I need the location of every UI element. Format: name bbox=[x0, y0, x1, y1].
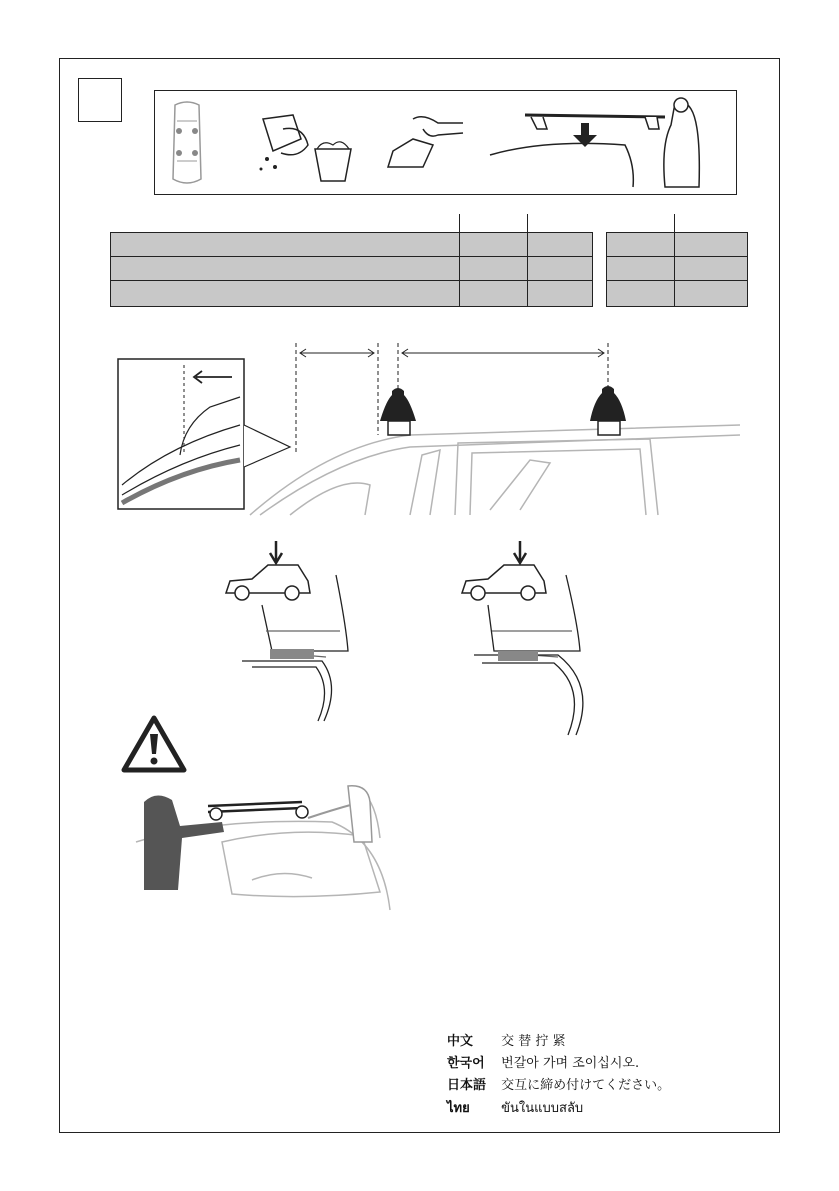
language-code: 日本語 bbox=[447, 1078, 487, 1093]
table-tick bbox=[459, 214, 460, 232]
pillar-view-right bbox=[458, 535, 598, 745]
table-row bbox=[607, 257, 747, 281]
instruction-text: ขันในแบบสลับ bbox=[501, 1101, 584, 1116]
pillar-view-left bbox=[222, 535, 362, 725]
fitting-table-right bbox=[606, 232, 748, 307]
dimension-lines bbox=[296, 343, 608, 453]
warning-icon bbox=[120, 714, 188, 774]
table-tick bbox=[527, 214, 528, 232]
instruction-text: 交互に締め付けてください。 bbox=[501, 1078, 671, 1093]
instruction-text: 번갈아 가며 조이십시오. bbox=[501, 1056, 640, 1071]
car-top-view-icon bbox=[167, 99, 207, 187]
instruction-line-chinese bbox=[447, 1030, 566, 1049]
instruction-line-thai bbox=[447, 1097, 583, 1118]
table-row bbox=[111, 233, 592, 257]
wiping-cloth-icon bbox=[383, 109, 468, 171]
instruction-line-japanese bbox=[447, 1074, 670, 1093]
page-frame bbox=[59, 58, 780, 1133]
fitting-table-left bbox=[110, 232, 593, 307]
instruction-line-korean bbox=[447, 1052, 639, 1071]
preparation-strip bbox=[154, 90, 737, 195]
foot-placement-diagram bbox=[110, 335, 750, 515]
table-column-divider bbox=[674, 233, 675, 306]
tightening-illustration bbox=[132, 782, 392, 912]
table-row bbox=[111, 257, 592, 281]
language-code: 한국어 bbox=[447, 1056, 485, 1071]
roof-edge-inset bbox=[118, 359, 290, 509]
language-code: 中文 bbox=[447, 1034, 474, 1049]
instruction-text: 交 替 拧 紧 bbox=[501, 1034, 566, 1049]
roof-foot-front bbox=[380, 388, 416, 435]
table-row bbox=[607, 233, 747, 257]
mounting-rack-icon bbox=[485, 95, 725, 191]
language-code: ไทย bbox=[447, 1101, 470, 1116]
car-side-sketch bbox=[250, 425, 740, 515]
step-number-box bbox=[78, 78, 122, 122]
roof-foot-rear bbox=[590, 386, 626, 435]
car-side-icon bbox=[462, 565, 546, 600]
table-column-divider bbox=[459, 233, 460, 306]
car-side-icon bbox=[226, 565, 310, 600]
cleaning-sponge-icon bbox=[253, 109, 353, 184]
table-column-divider bbox=[527, 233, 528, 306]
table-tick bbox=[674, 214, 675, 232]
